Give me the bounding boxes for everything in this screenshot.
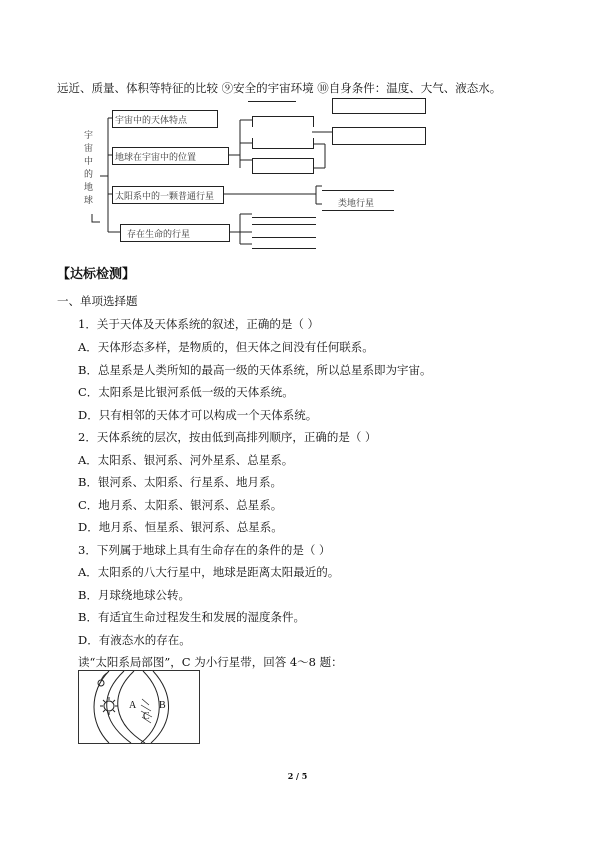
question-option: D．地月系、恒星系、银河系、总星系。 xyxy=(78,520,283,534)
blank-box-i xyxy=(252,238,316,249)
concept-diagram xyxy=(0,0,595,260)
figure-label-a: A xyxy=(129,700,137,711)
branch-label-1: 宇宙中的天体特点 xyxy=(115,116,188,126)
solar-system-drawing xyxy=(79,671,199,743)
question-option: B．总星系是人类所知的最高一级的天体系统，所以总星系即为宇宙。 xyxy=(78,363,432,377)
branch-box-3 xyxy=(112,186,224,204)
branch-box-2 xyxy=(112,147,229,165)
blank-box-b xyxy=(252,138,314,149)
question-option: C．地月系、太阳系、银河系、总星系。 xyxy=(78,498,283,512)
blank-box-a xyxy=(252,116,314,127)
section-title: 【达标检测】 xyxy=(57,267,136,282)
page-number: 2 / 5 xyxy=(287,771,308,781)
question-option: A．太阳系的八大行星中，地球是距离太阳最近的。 xyxy=(78,565,340,579)
branch-label-2: 地球在宇宙中的位置 xyxy=(115,153,197,163)
blank-box-h xyxy=(252,224,316,238)
question-stem: 1．关于天体及天体系统的叙述，正确的是（ ） xyxy=(78,317,319,331)
question-option: A．太阳系、银河系、河外星系、总星系。 xyxy=(78,453,294,467)
branch-box-4 xyxy=(120,224,230,242)
question-option: D．有液态水的存在。 xyxy=(78,633,191,647)
question-option: B．有适宜生命过程发生和发展的湿度条件。 xyxy=(78,610,305,624)
figure-label-b: B xyxy=(159,700,166,711)
question-option: B．银河系、太阳系、行星系、地月系。 xyxy=(78,475,282,489)
blank-box-d xyxy=(248,101,296,102)
intro-line: 远近、质量、体积等特征的比较 ⑨安全的宇宙环境 ⑩自身条件：温度、大气、液态水。 xyxy=(57,81,502,95)
question-option: C．太阳系是比银河系低一级的天体系统。 xyxy=(78,385,294,399)
solar-system-figure xyxy=(78,670,200,744)
question-stem: 2．天体系统的层次，按由低到高排列顺序，正确的是（ ） xyxy=(78,430,377,444)
diagram-side-label: 宇 宙 中 的 地 球 xyxy=(84,131,94,206)
diagram-right-label: 类地行星 xyxy=(338,199,375,209)
question-option: D．只有相邻的天体才可以构成一个天体系统。 xyxy=(78,408,318,422)
section-subtitle: 一、单项选择题 xyxy=(57,294,138,308)
blank-box-right-mid xyxy=(332,127,426,145)
blank-box-c xyxy=(252,158,314,174)
blank-box-right-top xyxy=(332,98,426,114)
question-stem: 3．下列属于地球上具有生命存在的条件的是（ ） xyxy=(78,543,331,557)
question-option: A．天体形态多样，是物质的，但天体之间没有任何联系。 xyxy=(78,340,374,354)
branch-label-3: 太阳系中的一颗普通行星 xyxy=(115,192,215,202)
read-prompt: 读“太阳系局部图”，C 为小行星带，回答 4～8 题： xyxy=(78,655,343,669)
question-option: B．月球绕地球公转。 xyxy=(78,588,190,602)
figure-label-c: C xyxy=(143,711,150,722)
branch-label-4: 存在生命的行星 xyxy=(127,230,191,240)
branch-box-1 xyxy=(112,110,218,128)
diagram-side-box xyxy=(84,130,98,214)
blank-box-e xyxy=(322,178,394,191)
blank-box-g xyxy=(252,207,316,218)
